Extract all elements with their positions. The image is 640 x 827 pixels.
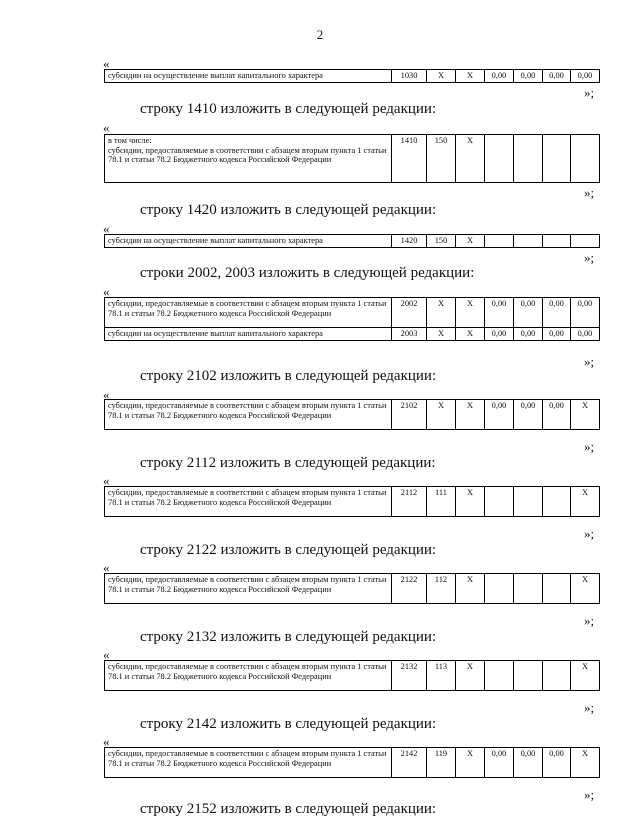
close-quote: »; bbox=[584, 787, 595, 802]
table-row bbox=[105, 661, 600, 691]
cell bbox=[514, 135, 543, 183]
table-rows-2002-2003 bbox=[104, 297, 600, 341]
cell bbox=[514, 661, 543, 691]
table-row-2102 bbox=[104, 399, 600, 430]
cell: 0,00 bbox=[543, 748, 571, 778]
row-code: 1420 bbox=[392, 235, 427, 248]
cell: X bbox=[456, 400, 485, 430]
section-heading: строку 1420 изложить в следующей редакции: bbox=[140, 202, 437, 218]
cell bbox=[485, 235, 514, 248]
cell: X bbox=[456, 298, 485, 328]
cell bbox=[485, 135, 514, 183]
cell: 0,00 bbox=[514, 328, 543, 341]
table-row-1030 bbox=[104, 69, 600, 83]
cell: X bbox=[456, 748, 485, 778]
cell: X bbox=[427, 400, 456, 430]
section-heading: строки 2002, 2003 изложить в следующей редакции: bbox=[140, 265, 475, 281]
cell: X bbox=[456, 235, 485, 248]
row-label: субсидии на осуществление выплат капитального характера bbox=[105, 70, 392, 83]
table-row-2122 bbox=[104, 573, 600, 604]
row-code: 2132 bbox=[392, 661, 427, 691]
row-code: 2002 bbox=[392, 298, 427, 328]
cell: 0,00 bbox=[514, 400, 543, 430]
cell: 0,00 bbox=[514, 298, 543, 328]
open-quote: « bbox=[103, 473, 110, 488]
open-quote: « bbox=[103, 56, 110, 71]
cell: 0,00 bbox=[543, 70, 571, 83]
cell bbox=[571, 235, 600, 248]
close-quote: »; bbox=[584, 526, 595, 541]
row-label: субсидии на осуществление выплат капитального характера bbox=[105, 328, 392, 341]
close-quote: »; bbox=[584, 439, 595, 454]
table-row bbox=[105, 135, 600, 183]
cell: X bbox=[571, 748, 600, 778]
cell: 0,00 bbox=[571, 328, 600, 341]
table-row bbox=[105, 400, 600, 430]
open-quote: « bbox=[103, 284, 110, 299]
close-quote: »; bbox=[584, 250, 595, 265]
cell bbox=[543, 135, 571, 183]
cell bbox=[571, 135, 600, 183]
section-heading: строку 2142 изложить в следующей редакции: bbox=[140, 716, 437, 732]
close-quote: »; bbox=[584, 85, 595, 100]
cell: X bbox=[571, 574, 600, 604]
row-code: 2003 bbox=[392, 328, 427, 341]
cell: 0,00 bbox=[543, 328, 571, 341]
row-label: в том числе: субсидии, предоставляемые в соответствии с абзацем вторым пункта 1 статьи 78.1 и статьи 78.2 Бюджетного кодекса Российской Федерации bbox=[105, 135, 392, 183]
cell: 112 bbox=[427, 574, 456, 604]
cell: 0,00 bbox=[485, 748, 514, 778]
section-heading: строку 2152 изложить в следующей редакции: bbox=[140, 801, 437, 817]
open-quote: « bbox=[103, 387, 110, 402]
row-label: субсидии, предоставляемые в соответствии с абзацем вторым пункта 1 статьи 78.1 и статьи 78.2 Бюджетного кодекса Российской Федерации bbox=[105, 298, 392, 328]
cell: 0,00 bbox=[514, 70, 543, 83]
open-quote: « bbox=[103, 560, 110, 575]
table-row-2132 bbox=[104, 660, 600, 691]
row-code: 2142 bbox=[392, 748, 427, 778]
row-code: 1410 bbox=[392, 135, 427, 183]
cell: 0,00 bbox=[485, 298, 514, 328]
row-code: 2102 bbox=[392, 400, 427, 430]
cell: X bbox=[427, 298, 456, 328]
cell: 150 bbox=[427, 235, 456, 248]
cell: X bbox=[571, 487, 600, 517]
table-row bbox=[105, 748, 600, 778]
cell: 0,00 bbox=[485, 70, 514, 83]
table-row bbox=[105, 487, 600, 517]
row-label: субсидии, предоставляемые в соответствии с абзацем вторым пункта 1 статьи 78.1 и статьи 78.2 Бюджетного кодекса Российской Федерации bbox=[105, 574, 392, 604]
table-row-2112 bbox=[104, 486, 600, 517]
cell: X bbox=[427, 70, 456, 83]
section-heading: строку 2132 изложить в следующей редакции: bbox=[140, 629, 437, 645]
cell bbox=[514, 487, 543, 517]
section-heading: строку 1410 изложить в следующей редакции: bbox=[140, 101, 437, 117]
row-code: 1030 bbox=[392, 70, 427, 83]
cell: 0,00 bbox=[485, 328, 514, 341]
open-quote: « bbox=[103, 221, 110, 236]
row-label: субсидии, предоставляемые в соответствии с абзацем вторым пункта 1 статьи 78.1 и статьи 78.2 Бюджетного кодекса Российской Федерации bbox=[105, 487, 392, 517]
cell: 0,00 bbox=[543, 400, 571, 430]
row-label: субсидии, предоставляемые в соответствии с абзацем вторым пункта 1 статьи 78.1 и статьи 78.2 Бюджетного кодекса Российской Федерации bbox=[105, 748, 392, 778]
row-label: субсидии, предоставляемые в соответствии с абзацем вторым пункта 1 статьи 78.1 и статьи 78.2 Бюджетного кодекса Российской Федерации bbox=[105, 661, 392, 691]
open-quote: « bbox=[103, 734, 110, 749]
row-code: 2112 bbox=[392, 487, 427, 517]
cell: 150 bbox=[427, 135, 456, 183]
table-row bbox=[105, 235, 600, 248]
cell bbox=[543, 574, 571, 604]
table-row bbox=[105, 298, 600, 328]
table-row bbox=[105, 328, 600, 341]
cell: X bbox=[456, 328, 485, 341]
close-quote: »; bbox=[584, 185, 595, 200]
cell: 0,00 bbox=[571, 70, 600, 83]
cell: X bbox=[456, 574, 485, 604]
cell: X bbox=[571, 661, 600, 691]
row-code: 2122 bbox=[392, 574, 427, 604]
section-heading: строку 2102 изложить в следующей редакции: bbox=[140, 368, 437, 384]
cell: 0,00 bbox=[514, 748, 543, 778]
cell: X bbox=[427, 328, 456, 341]
row-label: субсидии, предоставляемые в соответствии с абзацем вторым пункта 1 статьи 78.1 и статьи 78.2 Бюджетного кодекса Российской Федерации bbox=[105, 400, 392, 430]
close-quote: »; bbox=[584, 700, 595, 715]
open-quote: « bbox=[103, 647, 110, 662]
cell bbox=[543, 661, 571, 691]
cell: 113 bbox=[427, 661, 456, 691]
cell: 0,00 bbox=[543, 298, 571, 328]
cell bbox=[485, 574, 514, 604]
table-row bbox=[105, 574, 600, 604]
cell bbox=[514, 574, 543, 604]
cell bbox=[514, 235, 543, 248]
cell bbox=[543, 235, 571, 248]
table-row-1410 bbox=[104, 134, 600, 183]
cell: X bbox=[456, 661, 485, 691]
cell bbox=[485, 487, 514, 517]
cell: 0,00 bbox=[485, 400, 514, 430]
open-quote: « bbox=[103, 120, 110, 135]
cell bbox=[543, 487, 571, 517]
table-row bbox=[105, 70, 600, 83]
cell: X bbox=[456, 135, 485, 183]
cell: X bbox=[571, 400, 600, 430]
section-heading: строку 2112 изложить в следующей редакции: bbox=[140, 455, 436, 471]
section-heading: строку 2122 изложить в следующей редакции: bbox=[140, 542, 437, 558]
table-row-1420 bbox=[104, 234, 600, 248]
close-quote: »; bbox=[584, 613, 595, 628]
cell: 119 bbox=[427, 748, 456, 778]
cell: X bbox=[456, 70, 485, 83]
row-label: субсидии на осуществление выплат капитального характера bbox=[105, 235, 392, 248]
close-quote: »; bbox=[584, 354, 595, 369]
cell: X bbox=[456, 487, 485, 517]
table-row-2142 bbox=[104, 747, 600, 778]
cell: 111 bbox=[427, 487, 456, 517]
page-number: 2 bbox=[316, 27, 324, 42]
cell bbox=[485, 661, 514, 691]
cell: 0,00 bbox=[571, 298, 600, 328]
